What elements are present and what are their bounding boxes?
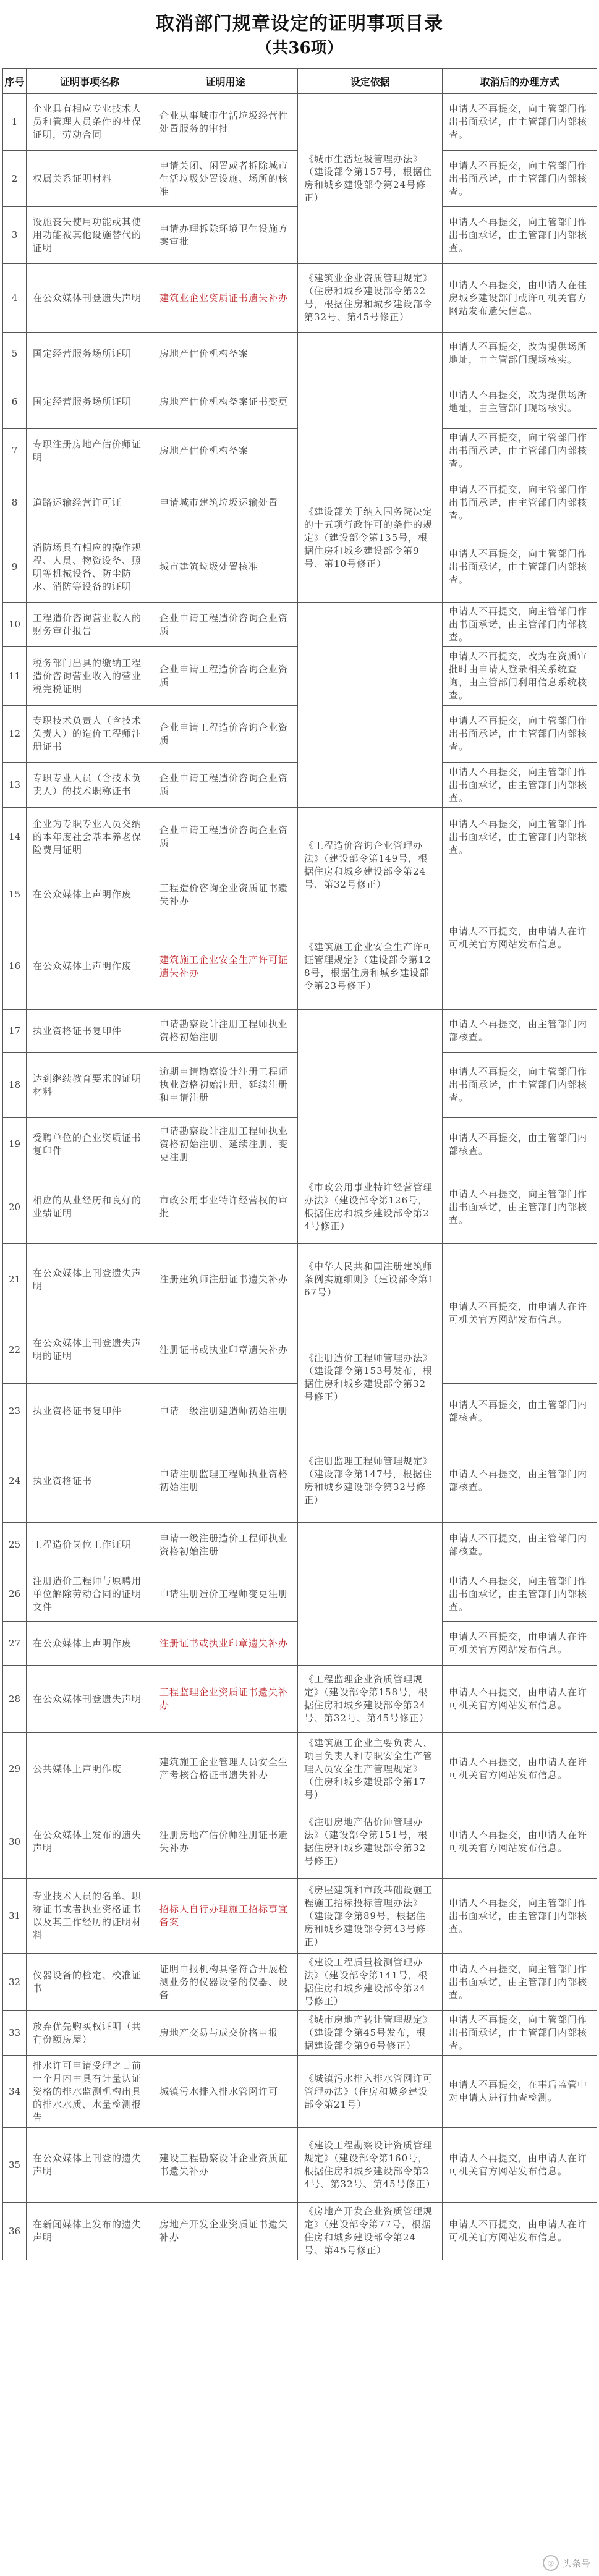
- cell-basis: 《工程造价咨询企业管理办法》（建设部令第149号，根据住房和城乡建设部令第24号、第32号修正）: [298, 808, 443, 923]
- cell-item-name: 在公众媒体上声明作废: [27, 1622, 153, 1666]
- cell-no: 19: [3, 1118, 27, 1171]
- table-body: [3, 94, 597, 2260]
- cell-purpose: 申请办理拆除环境卫生设施方案审批: [153, 207, 298, 264]
- cell-item-name: 设施丧失使用功能或其使用功能被其他设施替代的证明: [27, 207, 153, 264]
- cell-item-name: 放弃优先购买权证明（共有份额房屋）: [27, 2011, 153, 2056]
- cell-handling: 申请人不再提交，由申请人在许可机关官方网站发布信息。: [443, 1244, 597, 1384]
- table-header-row: [3, 69, 597, 94]
- cell-no: 5: [3, 333, 27, 375]
- cell-basis: [298, 1010, 443, 1171]
- cell-purpose: 城市建筑垃圾处置核准: [153, 532, 298, 603]
- cell-basis: 《建筑业企业资质管理规定》（住房和城乡建设部令第22号，根据住房和城乡建设部令第32号、第45号修正）: [298, 264, 443, 333]
- cell-no: 30: [3, 1805, 27, 1879]
- cell-handling: 申请人不再提交，向主管部门作出书面承诺，由主管部门内部核查。: [443, 1954, 597, 2011]
- document-title: 取消部门规章设定的证明事项目录: [156, 13, 443, 35]
- cell-handling: 申请人不再提交，由主管部门内部核查。: [443, 1439, 597, 1523]
- table-row: [3, 603, 597, 647]
- cell-handling: 申请人不再提交，向主管部门作出书面承诺，由主管部门内部核查。: [443, 1053, 597, 1118]
- cell-basis: 《注册房地产估价师管理办法》（建设部令第151号，根据住房和城乡建设部令第32号修正）: [298, 1805, 443, 1879]
- cell-handling: 申请人不再提交，向主管部门作出书面承诺，由主管部门内部核查。: [443, 94, 597, 151]
- cell-no: 15: [3, 866, 27, 923]
- header-basis: 设定依据: [298, 69, 443, 94]
- cell-purpose: 房地产估价机构备案: [153, 429, 298, 473]
- cell-no: 10: [3, 603, 27, 647]
- cell-item-name: 在公众媒体上声明作废: [27, 866, 153, 923]
- table-row: [3, 1879, 597, 1954]
- cell-handling: 申请人不再提交，由申请人在许可机关官方网站发布信息。: [443, 1805, 597, 1879]
- cell-item-name: 在公众媒体刊登遗失声明: [27, 264, 153, 333]
- cell-purpose: 申请注册造价工程师变更注册: [153, 1567, 298, 1622]
- cell-handling: 申请人不再提交，向主管部门作出书面承诺，由主管部门内部核查。: [443, 1879, 597, 1954]
- table-row: [3, 1439, 597, 1523]
- cell-handling: 申请人不再提交，改为提供场所地址，由主管部门现场核实。: [443, 333, 597, 375]
- table-row: [3, 264, 597, 333]
- cell-item-name: 受聘单位的企业资质证书复印件: [27, 1118, 153, 1171]
- cell-purpose: 企业从事城市生活垃圾经营性处置服务的审批: [153, 94, 298, 151]
- cell-no: 8: [3, 473, 27, 532]
- table-row: [3, 1244, 597, 1316]
- cell-purpose: 房地产交易与成交价格申报: [153, 2011, 298, 2056]
- cell-purpose: 建筑施工企业安全生产许可证遗失补办: [153, 923, 298, 1010]
- watermark-text: 头条号: [562, 2558, 590, 2569]
- cell-item-name: 在公众媒体上刊登遗失声明的证明: [27, 1316, 153, 1384]
- cell-no: 29: [3, 1733, 27, 1805]
- table-row: [3, 1523, 597, 1567]
- header-name: 证明事项名称: [27, 69, 153, 94]
- cell-no: 17: [3, 1010, 27, 1053]
- cell-basis: 《城镇污水排入排水管网许可管理办法》（住房和城乡建设部令第21号）: [298, 2056, 443, 2128]
- cell-no: 4: [3, 264, 27, 333]
- cell-purpose: 企业申请工程造价咨询企业资质: [153, 706, 298, 763]
- cell-item-name: 执业资格证书复印件: [27, 1384, 153, 1439]
- cell-item-name: 在新闻媒体上发布的遗失声明: [27, 2203, 153, 2260]
- cell-handling: 申请人不再提交，向主管部门作出书面承诺，由主管部门内部核查。: [443, 763, 597, 808]
- cell-item-name: 公共媒体上声明作废: [27, 1733, 153, 1805]
- cell-no: 21: [3, 1244, 27, 1316]
- cell-purpose: 申请城市建筑垃圾运输处置: [153, 473, 298, 532]
- cell-purpose: 城镇污水排入排水管网许可: [153, 2056, 298, 2128]
- watermark: [543, 2555, 590, 2571]
- cell-purpose: 逾期申请勘察设计注册工程师执业资格初始注册、延续注册和申请注册: [153, 1053, 298, 1118]
- cell-purpose: 市政公用事业特许经营权的审批: [153, 1171, 298, 1244]
- cell-purpose: 申请关闭、闲置或者拆除城市生活垃圾处置设施、场所的核准: [153, 151, 298, 207]
- table-row: [3, 473, 597, 532]
- cell-basis: [298, 333, 443, 473]
- table-row: [3, 1666, 597, 1733]
- cell-no: 25: [3, 1523, 27, 1567]
- table-row: [3, 1805, 597, 1879]
- cell-no: 20: [3, 1171, 27, 1244]
- cell-basis: 《工程监理企业资质管理规定》（建设部令第158号，根据住房和城乡建设部令第24号、第32号、第45号修正）: [298, 1666, 443, 1733]
- cell-no: 14: [3, 808, 27, 866]
- cell-purpose: 注册房地产估价师注册证书遗失补办: [153, 1805, 298, 1879]
- cell-basis: 《城市房地产转让管理规定》（建设部令第45号发布，根据建设部令第96号修正）: [298, 2011, 443, 2056]
- cell-handling: 申请人不再提交，向主管部门作出书面承诺，由主管部门内部核查。: [443, 1171, 597, 1244]
- cell-purpose: 建筑施工企业管理人员安全生产考核合格证书遗失补办: [153, 1733, 298, 1805]
- cell-handling: 申请人不再提交，向主管部门作出书面承诺，由主管部门内部核查。: [443, 1567, 597, 1622]
- cell-basis: 《城市生活垃圾管理办法》（建设部令第157号，根据住房和城乡建设部令第24号修正）: [298, 94, 443, 264]
- cell-basis: [298, 603, 443, 808]
- cell-basis: 《建设工程勘察设计资质管理规定》（建设部令第160号，根据住房和城乡建设部令第24号、第32号、第45号修正）: [298, 2128, 443, 2203]
- cell-handling: 申请人不再提交，由申请人在许可机关官方网站发布信息。: [443, 2128, 597, 2203]
- cell-basis: 《房地产开发企业资质管理规定》（建设部令第77号，根据住房和城乡建设部令第24号、第45号修正）: [298, 2203, 443, 2260]
- cell-basis: 《注册造价工程师管理办法》（建设部令第153号发布，根据住房和城乡建设部令第32号修正）: [298, 1316, 443, 1439]
- cell-handling: 申请人不再提交，由主管部门内部核查。: [443, 1010, 597, 1053]
- cell-item-name: 排水许可申请受理之日前一个月内由具有计量认证资格的排水监测机构出具的排水水质、水量检测报告: [27, 2056, 153, 2128]
- cell-purpose: 证明申报机构具备符合开展检测业务的仪器设备的仪器、设备: [153, 1954, 298, 2011]
- cell-item-name: 企业具有相应专业技术人员和管理人员条件的社保证明，劳动合同: [27, 94, 153, 151]
- cell-item-name: 工程造价咨询营业收入的财务审计报告: [27, 603, 153, 647]
- cell-basis: 《建设部关于纳入国务院决定的十五项行政许可的条件的规定》（建设部令第135号，根据住房和城乡建设部令第9号、第10号修正）: [298, 473, 443, 603]
- cell-item-name: 在公众媒体上声明作废: [27, 923, 153, 1010]
- cell-purpose: 工程监理企业资质证书遗失补办: [153, 1666, 298, 1733]
- document-subtitle: （共36项）: [256, 39, 343, 57]
- table-row: [3, 808, 597, 866]
- cell-no: 27: [3, 1622, 27, 1666]
- cell-item-name: 税务部门出具的缴纳工程造价咨询营业收入的营业税完税证明: [27, 647, 153, 706]
- cell-handling: 申请人不再提交，由主管部门内部核查。: [443, 1384, 597, 1439]
- cell-no: 3: [3, 207, 27, 264]
- cell-no: 18: [3, 1053, 27, 1118]
- cell-handling: 申请人不再提交，在事后监管中对申请人进行抽查检测。: [443, 2056, 597, 2128]
- cell-no: 26: [3, 1567, 27, 1622]
- table-row: [3, 2011, 597, 2056]
- cell-purpose: 房地产开发企业资质证书遗失补办: [153, 2203, 298, 2260]
- cell-item-name: 专职注册房地产估价师证明: [27, 429, 153, 473]
- cell-handling: 申请人不再提交，改为在资质审批时由申请人登录相关系统查询，由主管部门利用信息系统核查。: [443, 647, 597, 706]
- cell-no: 33: [3, 2011, 27, 2056]
- cell-no: 32: [3, 1954, 27, 2011]
- cell-no: 2: [3, 151, 27, 207]
- table-row: [3, 94, 597, 151]
- header-use: 证明用途: [153, 69, 298, 94]
- cell-item-name: 道路运输经营许可证: [27, 473, 153, 532]
- cell-handling: 申请人不再提交，由申请人在许可机关官方网站发布信息。: [443, 1733, 597, 1805]
- cell-handling: 申请人不再提交，向主管部门作出书面承诺，由主管部门内部核查。: [443, 706, 597, 763]
- cell-item-name: 国定经营服务场所证明: [27, 333, 153, 375]
- cell-handling: 申请人不再提交，向主管部门作出书面承诺，由主管部门内部核查。: [443, 2011, 597, 2056]
- cell-basis: 《建设工程质量检测管理办法》（建设部令第141号，根据住房和城乡建设部令第24号修正）: [298, 1954, 443, 2011]
- cell-handling: 申请人不再提交，由申请人在住房城乡建设部门或许可机关官方网站发布遗失信息。: [443, 264, 597, 333]
- cell-no: 28: [3, 1666, 27, 1733]
- cell-purpose: 工程造价咨询企业资质证书遗失补办: [153, 866, 298, 923]
- cell-handling: 申请人不再提交，由申请人在许可机关官方网站发布信息。: [443, 1622, 597, 1666]
- cell-purpose: 建筑业企业资质证书遗失补办: [153, 264, 298, 333]
- header-after: 取消后的办理方式: [443, 69, 597, 94]
- cell-item-name: 在公众媒体上刊登的遗失声明: [27, 2128, 153, 2203]
- cell-item-name: 注册造价工程师与原聘用单位解除劳动合同的证明文件: [27, 1567, 153, 1622]
- cell-handling: 申请人不再提交，由主管部门内部核查。: [443, 1118, 597, 1171]
- table-row: [3, 333, 597, 375]
- cell-item-name: 相应的从业经历和良好的业绩证明: [27, 1171, 153, 1244]
- cell-handling: 申请人不再提交，向主管部门作出书面承诺，由主管部门内部核查。: [443, 429, 597, 473]
- cell-no: 11: [3, 647, 27, 706]
- cell-purpose: 房地产估价机构备案: [153, 333, 298, 375]
- cell-no: 16: [3, 923, 27, 1010]
- cell-purpose: 申请注册监理工程师执业资格初始注册: [153, 1439, 298, 1523]
- cell-no: 22: [3, 1316, 27, 1384]
- cell-handling: 申请人不再提交，向主管部门作出书面承诺，由主管部门内部核查。: [443, 151, 597, 207]
- cell-basis: 《建筑施工企业安全生产许可证管理规定》（建设部令第128号，根据住房和城乡建设部令第23号修正）: [298, 923, 443, 1010]
- table-row: [3, 1171, 597, 1244]
- cell-item-name: 在公众媒体上刊登遗失声明: [27, 1244, 153, 1316]
- cell-handling: 申请人不再提交，由申请人在许可机关官方网站发布信息。: [443, 1666, 597, 1733]
- cell-handling: 申请人不再提交，由申请人在许可机关官方网站发布信息。: [443, 866, 597, 1010]
- cell-item-name: 工程造价岗位工作证明: [27, 1523, 153, 1567]
- table-row: [3, 2203, 597, 2260]
- cell-item-name: 企业为专职专业人员交纳的本年度社会基本养老保险费用证明: [27, 808, 153, 866]
- cell-basis: 《中华人民共和国注册建筑师条例实施细则》（建设部令第167号）: [298, 1244, 443, 1316]
- cell-no: 31: [3, 1879, 27, 1954]
- cell-purpose: 企业申请工程造价咨询企业资质: [153, 763, 298, 808]
- cell-purpose: 注册证书或执业印章遗失补办: [153, 1316, 298, 1384]
- header-no: 序号: [3, 69, 27, 94]
- cell-purpose: 申请一级注册造价工程师执业资格初始注册: [153, 1523, 298, 1567]
- cell-purpose: 申请一级注册建造师初始注册: [153, 1384, 298, 1439]
- cell-item-name: 国定经营服务场所证明: [27, 375, 153, 429]
- cell-item-name: 执业资格证书: [27, 1439, 153, 1523]
- table-row: [3, 2056, 597, 2128]
- table-row: [3, 2128, 597, 2203]
- cell-handling: 申请人不再提交，向主管部门作出书面承诺，由主管部门内部核查。: [443, 532, 597, 603]
- cell-handling: 申请人不再提交，向主管部门作出书面承诺，由主管部门内部核查。: [443, 473, 597, 532]
- cell-no: 12: [3, 706, 27, 763]
- table-row: [3, 1733, 597, 1805]
- cell-purpose: 招标人自行办理施工招标事宜备案: [153, 1879, 298, 1954]
- cell-item-name: 消防场具有相应的操作规程、人员、物资设备、照明等机械设备、防尘防水、消防等设备的证明: [27, 532, 153, 603]
- cell-purpose: 申请勘察设计注册工程师执业资格初始注册: [153, 1010, 298, 1053]
- cell-purpose: 企业申请工程造价咨询企业资质: [153, 647, 298, 706]
- cell-item-name: 执业资格证书复印件: [27, 1010, 153, 1053]
- cell-no: 35: [3, 2128, 27, 2203]
- cell-basis: [298, 1523, 443, 1666]
- cell-no: 36: [3, 2203, 27, 2260]
- cell-item-name: 权属关系证明材料: [27, 151, 153, 207]
- cell-handling: 申请人不再提交，向主管部门作出书面承诺，由主管部门内部核查。: [443, 808, 597, 866]
- cell-handling: 申请人不再提交，由主管部门内部核查。: [443, 1523, 597, 1567]
- cell-item-name: 专职专业人员（含技术负责人）的技术职称证书: [27, 763, 153, 808]
- logo-mark-icon: ◎: [543, 2555, 559, 2571]
- cell-no: 6: [3, 375, 27, 429]
- cell-basis: 《建筑施工企业主要负责人、项目负责人和专职安全生产管理人员安全生产管理规定》（住房和城乡建设部令第17号）: [298, 1733, 443, 1805]
- cell-basis: 《市政公用事业特许经营管理办法》（建设部令第126号，根据住房和城乡建设部令第24号修正）: [298, 1171, 443, 1244]
- cell-item-name: 仪器设备的检定、校准证书: [27, 1954, 153, 2011]
- cell-no: 34: [3, 2056, 27, 2128]
- cell-purpose: 房地产估价机构备案证书变更: [153, 375, 298, 429]
- cell-no: 1: [3, 94, 27, 151]
- cell-basis: 《注册监理工程师管理规定》（建设部令第147号，根据住房和城乡建设部令第32号修正）: [298, 1439, 443, 1523]
- table-row: [3, 1954, 597, 2011]
- cell-handling: 申请人不再提交，改为提供场所地址，由主管部门现场核实。: [443, 375, 597, 429]
- cell-purpose: 注册证书或执业印章遗失补办: [153, 1622, 298, 1666]
- cell-basis: 《房屋建筑和市政基础设施工程施工招标投标管理办法》（建设部令第89号，根据住房和城乡建设部令第43号修正）: [298, 1879, 443, 1954]
- cell-no: 23: [3, 1384, 27, 1439]
- cell-purpose: 申请勘察设计注册工程师执业资格初始注册、延续注册、变更注册: [153, 1118, 298, 1171]
- cell-no: 13: [3, 763, 27, 808]
- cell-handling: 申请人不再提交，向主管部门作出书面承诺，由主管部门内部核查。: [443, 603, 597, 647]
- cell-item-name: 专职技术负责人（含技术负责人）的造价工程师注册证书: [27, 706, 153, 763]
- cell-item-name: 达到继续教育要求的证明材料: [27, 1053, 153, 1118]
- cell-item-name: 在公众媒体上发布的遗失声明: [27, 1805, 153, 1879]
- cell-no: 9: [3, 532, 27, 603]
- cell-purpose: 注册建筑师注册证书遗失补办: [153, 1244, 298, 1316]
- cell-no: 24: [3, 1439, 27, 1523]
- cell-purpose: 企业申请工程造价咨询企业资质: [153, 808, 298, 866]
- cell-item-name: 在公众媒体刊登遗失声明: [27, 1666, 153, 1733]
- cell-handling: 申请人不再提交，由申请人在许可机关官方网站发布信息。: [443, 2203, 597, 2260]
- cell-item-name: 专业技术人员的名单、职称证书或者执业资格证书以及其工作经历的证明材料: [27, 1879, 153, 1954]
- certificate-table: [2, 68, 597, 2260]
- cell-purpose: 企业申请工程造价咨询企业资质: [153, 603, 298, 647]
- table-row: [3, 1010, 597, 1053]
- cell-handling: 申请人不再提交，向主管部门作出书面承诺，由主管部门内部核查。: [443, 207, 597, 264]
- cell-purpose: 建设工程勘察设计企业资质证书遗失补办: [153, 2128, 298, 2203]
- cell-no: 7: [3, 429, 27, 473]
